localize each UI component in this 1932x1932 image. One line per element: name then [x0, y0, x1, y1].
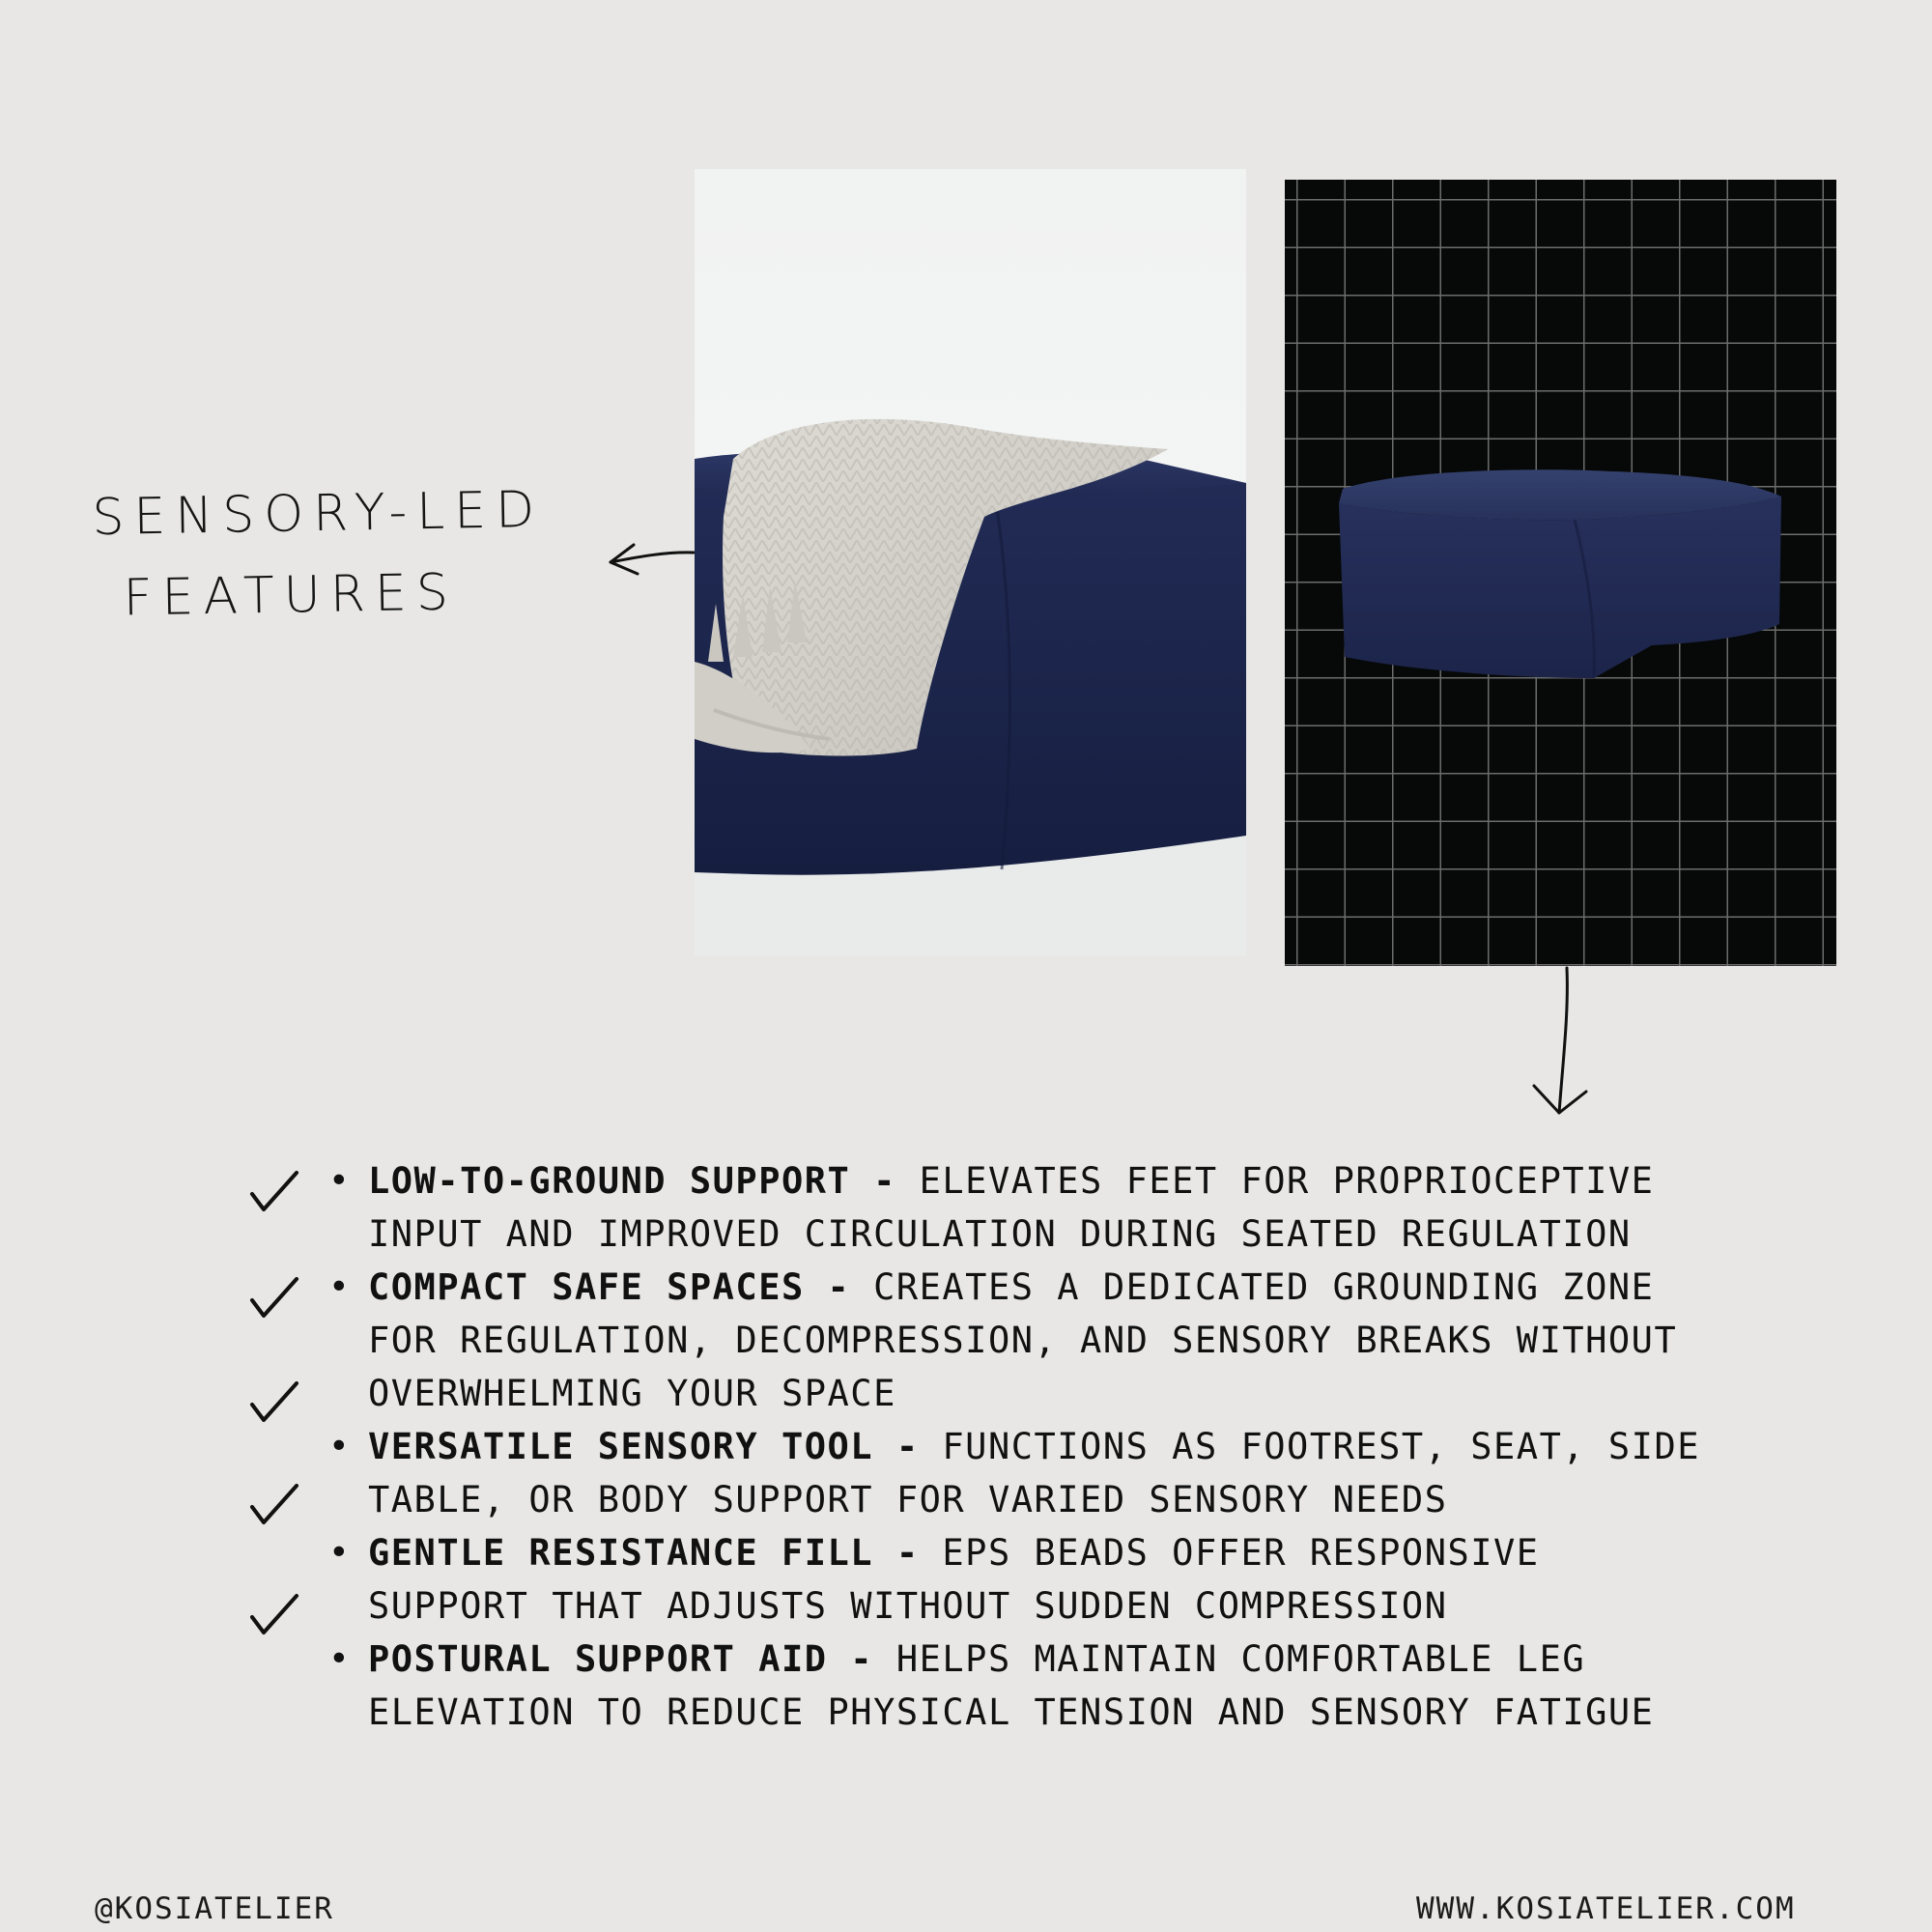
feature-title: GENTLE RESISTANCE FILL [368, 1532, 874, 1574]
ottoman-grid-photo [1285, 180, 1836, 966]
feature-title: LOW-TO-GROUND SUPPORT [368, 1160, 851, 1202]
arrow-left-icon [607, 541, 696, 580]
feature-text: HELPS MAINTAIN COMFORTABLE LEG ELEVATION TO REDUCE PHYSICAL TENSION AND SENSORY FATIGUE [368, 1638, 1655, 1733]
page-heading [67, 469, 572, 639]
feature-item [237, 1526, 1705, 1633]
feature-list [237, 1154, 1705, 1739]
feature-text: CREATES A DEDICATED GROUNDING ZONE FOR REGULATION, DECOMPRESSION, AND SENSORY BREAKS WITHOUT OVERWHELMING YOUR SPACE [368, 1266, 1678, 1414]
feature-separator: - [850, 1160, 920, 1202]
feature-separator: - [827, 1638, 896, 1680]
feature-item [237, 1633, 1705, 1739]
feature-item [237, 1154, 1705, 1261]
feature-item [237, 1420, 1705, 1526]
social-handle: @KOSIATELIER [95, 1891, 334, 1926]
heading-line-2: FEATURES [123, 563, 459, 628]
ottoman-with-throw-photo [695, 169, 1246, 955]
feature-separator: - [804, 1266, 874, 1308]
feature-item [237, 1261, 1705, 1420]
feature-separator: - [873, 1532, 943, 1574]
feature-separator: - [873, 1426, 943, 1467]
feature-text: ELEVATES FEET FOR PROPRIOCEPTIVE INPUT AND IMPROVED CIRCULATION DURING SEATED REGULATION [368, 1160, 1655, 1255]
feature-title: COMPACT SAFE SPACES [368, 1266, 805, 1308]
feature-title: POSTURAL SUPPORT AID [368, 1638, 828, 1680]
website-url: WWW.KOSIATELIER.COM [1416, 1891, 1796, 1926]
heading-line-1: SENSORY-LED [91, 480, 545, 548]
feature-text: EPS BEADS OFFER RESPONSIVE SUPPORT THAT ADJUSTS WITHOUT SUDDEN COMPRESSION [368, 1532, 1540, 1627]
arrow-down-icon [1524, 964, 1592, 1119]
feature-text: FUNCTIONS AS FOOTREST, SEAT, SIDE TABLE, OR BODY SUPPORT FOR VARIED SENSORY NEEDS [368, 1426, 1701, 1520]
feature-title: VERSATILE SENSORY TOOL [368, 1426, 874, 1467]
